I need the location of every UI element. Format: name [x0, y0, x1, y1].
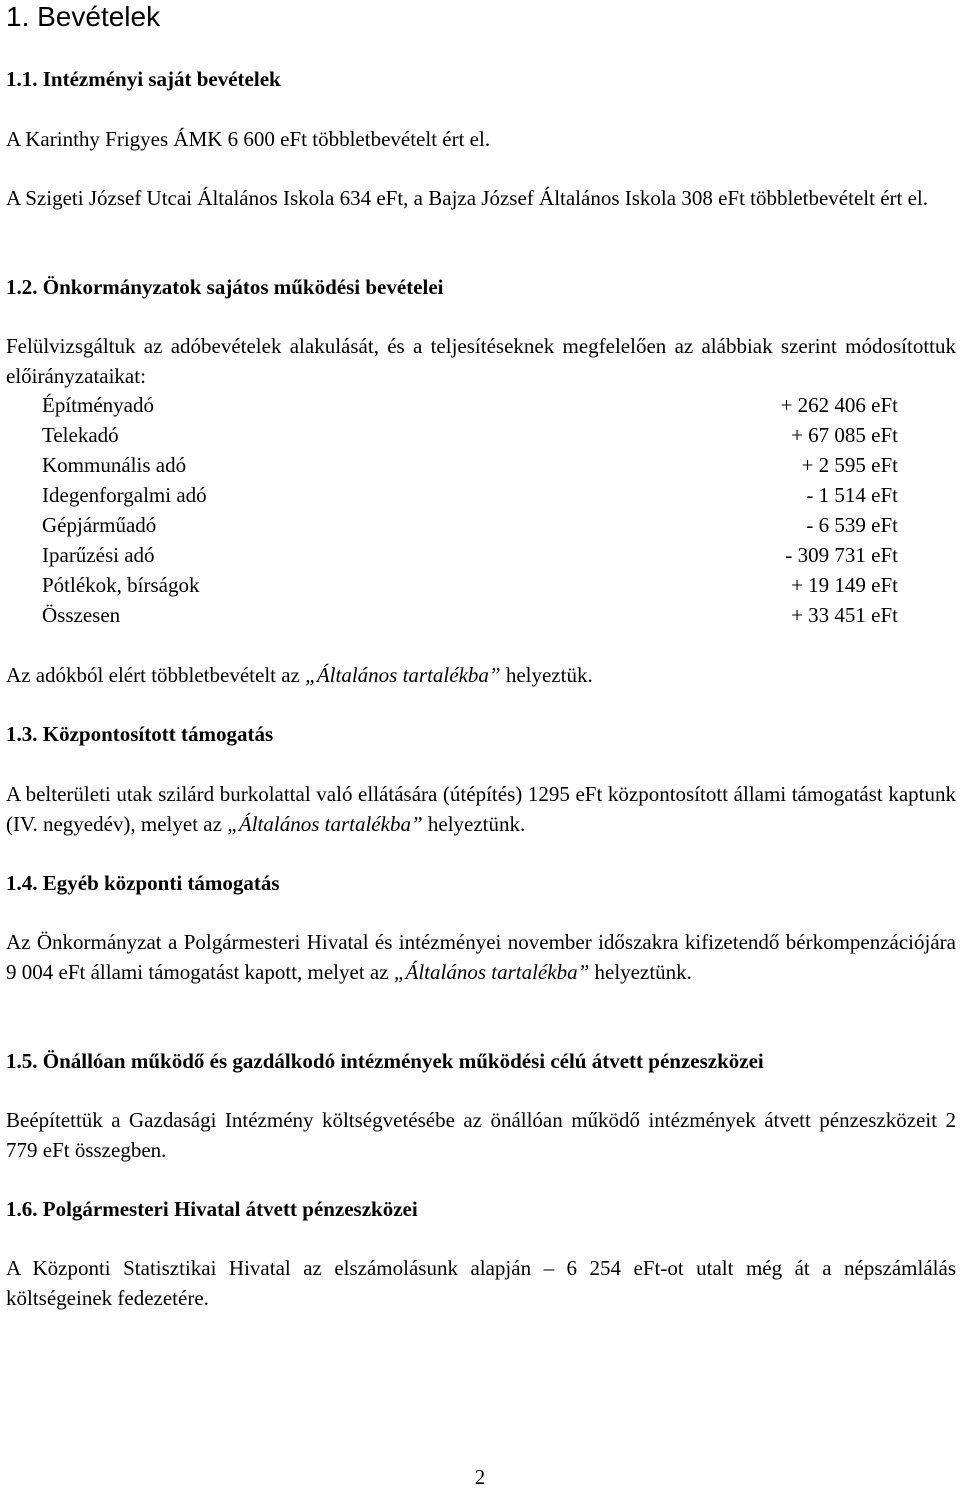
table-row: [42, 450, 898, 480]
section-heading-1-5: 1.5. Önállóan működő és gazdálkodó intézmények működési célú átvett pénzeszközei: [6, 1049, 764, 1073]
kozpontositott-text-after: helyeztünk.: [422, 812, 526, 836]
tax-value: + 19 149 eFt: [791, 573, 898, 597]
egyeb-text-emphasis: „Általános tartalékba”: [393, 960, 590, 984]
tax-label: Pótlékok, bírságok: [42, 573, 200, 597]
tax-label: Idegenforgalmi adó: [42, 483, 207, 507]
kozpontositott-text-emphasis: „Általános tartalékba”: [227, 812, 423, 836]
note-text-before: Az adókból elért többletbevételt az: [6, 663, 306, 687]
table-row: [42, 600, 898, 630]
page-title: 1. Bevételek: [6, 1, 161, 32]
paragraph-onallo-intezmenyek: Beépítettük a Gazdasági Intézmény költségvetésébe az önállóan működő intézmények átvett pénzeszközeit 2 779 eFt összegben.: [6, 1108, 956, 1162]
paragraph-adobevetelek-intro: Felülvizsgáltuk az adóbevételek alakulását, és a teljesítéseknek megfelelően az alábbiak szerint módosítottuk előirányzataikat:: [6, 334, 956, 388]
tax-value: - 309 731 eFt: [785, 543, 898, 567]
tax-value: - 1 514 eFt: [806, 483, 898, 507]
section-heading-1-2: 1.2. Önkormányzatok sajátos működési bevételei: [6, 275, 444, 299]
paragraph-szigeti: A Szigeti József Utcai Általános Iskola 634 eFt, a Bajza József Általános Iskola 308 eFt többletbevételt ért el.: [6, 186, 929, 210]
table-row: [42, 390, 898, 420]
paragraph-adok-note: [6, 660, 956, 690]
page-number: 2: [474, 1465, 486, 1489]
table-row: [42, 510, 898, 540]
tax-label: Kommunális adó: [42, 453, 187, 477]
paragraph-kozpontositott: [6, 779, 956, 839]
tax-value: - 6 539 eFt: [806, 513, 898, 537]
tax-value: + 2 595 eFt: [801, 453, 898, 477]
tax-label: Iparűzési adó: [42, 543, 155, 567]
table-row: [42, 420, 898, 450]
tax-label: Építményadó: [42, 393, 154, 417]
section-heading-1-4: 1.4. Egyéb központi támogatás: [6, 871, 280, 895]
tax-label: Összesen: [42, 603, 121, 627]
section-heading-1-3: 1.3. Központosított támogatás: [6, 722, 274, 746]
table-row: [42, 570, 898, 600]
tax-value: + 33 451 eFt: [791, 603, 898, 627]
kozpontositott-text-before: A belterületi utak szilárd burkolattal való ellátására (útépítés) 1295 eFt központosított állami támogatást kaptunk (IV. negyedév), melyet az: [6, 782, 956, 836]
egyeb-text-after: helyeztünk.: [589, 960, 692, 984]
note-text-after: helyeztük.: [500, 663, 593, 687]
tax-value: + 67 085 eFt: [791, 423, 898, 447]
paragraph-ksh: A Központi Statisztikai Hivatal az elszámolásunk alapján – 6 254 eFt-ot utalt még át a népszámlálás költségeinek fedezetére.: [6, 1256, 956, 1310]
table-row: [42, 540, 898, 570]
table-row: [42, 480, 898, 510]
paragraph-karinthy: A Karinthy Frigyes ÁMK 6 600 eFt többletbevételt ért el.: [6, 127, 491, 151]
note-text-emphasis: „Általános tartalékba”: [305, 663, 501, 687]
tax-label: Gépjárműadó: [42, 513, 157, 537]
section-heading-1-1: 1.1. Intézményi saját bevételek: [6, 67, 281, 91]
tax-value: + 262 406 eFt: [780, 393, 898, 417]
egyeb-text-before: Az Önkormányzat a Polgármesteri Hivatal és intézményei november időszakra kifizetendő bérkompenzációjára 9 004 eFt állami támogatást kapott, melyet az: [6, 930, 956, 984]
tax-label: Telekadó: [42, 423, 119, 447]
section-heading-1-6: 1.6. Polgármesteri Hivatal átvett pénzeszközei: [6, 1197, 418, 1221]
paragraph-egyeb-tamogatas: [6, 927, 956, 987]
tax-table: [42, 390, 898, 630]
